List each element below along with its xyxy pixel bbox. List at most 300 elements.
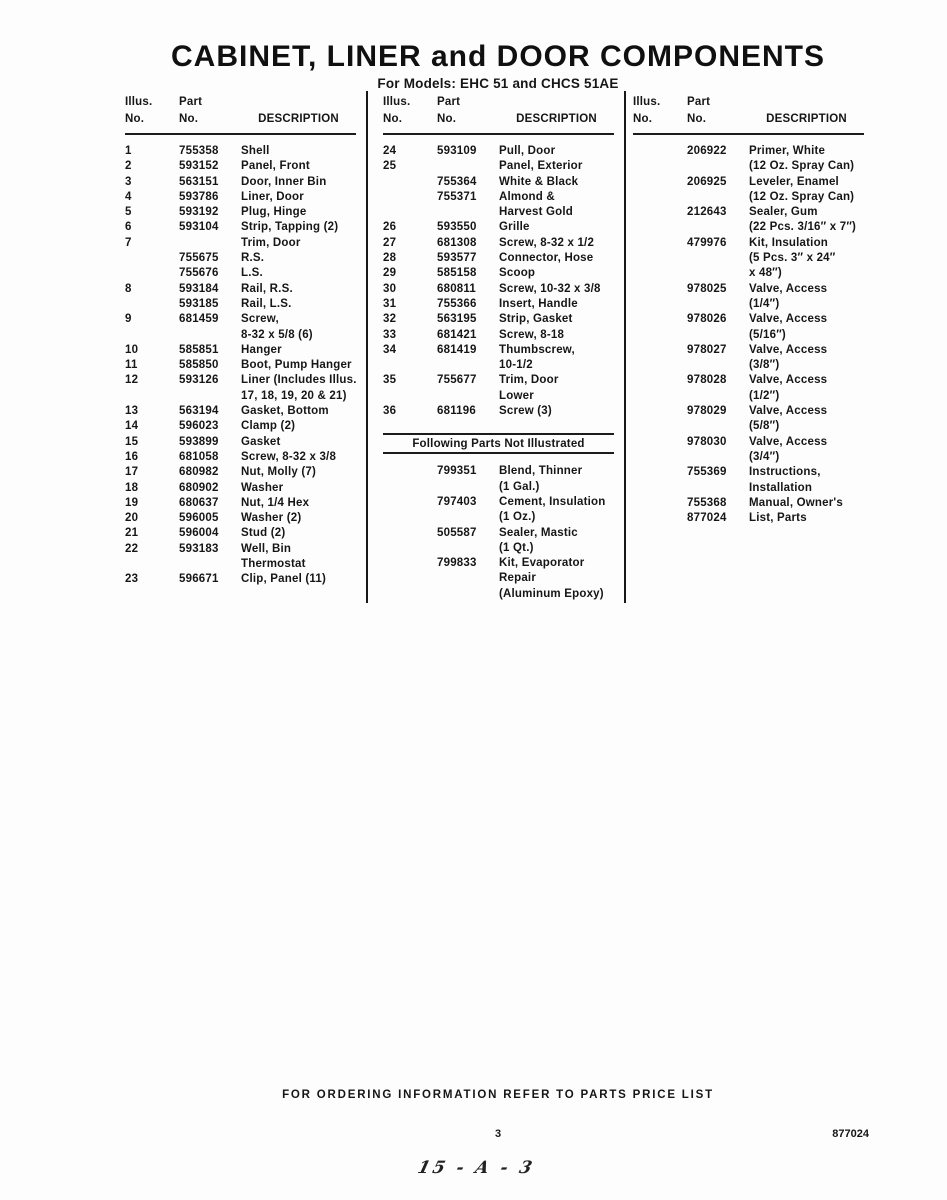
description-cell: Screw, 10-32 x 3/8 — [499, 282, 601, 295]
illus-no-cell: 12 — [125, 374, 139, 387]
illus-no-cell: 29 — [383, 267, 397, 280]
illus-no-cell — [125, 266, 179, 281]
part-no-cell — [437, 510, 499, 525]
part-no-cell: 206922 — [687, 145, 727, 157]
part-no-cell — [687, 159, 749, 174]
description-cell: Strip, Tapping (2) — [241, 221, 339, 234]
part-no-cell: 681421 — [437, 328, 477, 341]
part-no-cell: 593786 — [179, 190, 219, 203]
part-no-cell — [437, 587, 499, 602]
description-cell: Kit, Evaporator — [499, 557, 585, 570]
illus-no-cell: 28 — [383, 252, 397, 265]
description-cell: Repair — [499, 572, 536, 585]
part-no-cell: 593184 — [179, 282, 219, 295]
description-cell: Boot, Pump Hanger — [241, 359, 352, 372]
description-cell: Clamp (2) — [241, 420, 296, 433]
description-cell: (3/4″) — [749, 450, 780, 463]
description-cell: (12 Oz. Spray Can) — [749, 160, 855, 173]
illus-no-cell — [633, 159, 687, 174]
part-no-cell: 585851 — [179, 343, 219, 356]
illus-no-cell: 35 — [383, 374, 397, 387]
table-row — [125, 389, 356, 404]
description-cell: Hanger — [241, 343, 282, 356]
column-header — [633, 91, 864, 135]
part-no-cell: 593577 — [437, 252, 477, 265]
table-row — [633, 220, 864, 235]
description-cell: Screw, 8-32 x 3/8 — [241, 450, 337, 463]
doc-number: 877024 — [832, 1128, 869, 1140]
description-cell: Sealer, Mastic — [499, 526, 578, 539]
part-no-cell: 596005 — [179, 512, 219, 525]
table-row — [125, 542, 356, 557]
illus-no-cell — [383, 190, 437, 205]
table-row — [125, 450, 356, 465]
table-row — [633, 282, 864, 297]
table-row — [383, 205, 614, 220]
table-row — [383, 373, 614, 388]
illus-no-cell: 31 — [383, 297, 397, 310]
column-header — [383, 91, 614, 135]
description-cell: R.S. — [241, 252, 265, 265]
table-row — [125, 175, 356, 190]
table-row — [633, 358, 864, 373]
models-subtitle: For Models: EHC 51 and CHCS 51AE — [377, 76, 619, 91]
illus-no-cell — [383, 175, 437, 190]
ordering-note: FOR ORDERING INFORMATION REFER TO PARTS PRICE LIST — [282, 1089, 714, 1101]
illus-no-cell — [125, 251, 179, 266]
no-header-label: No. — [633, 113, 653, 125]
part-no-cell: 593104 — [179, 221, 219, 234]
illus-no-cell — [383, 556, 437, 571]
description-cell: Grille — [499, 221, 530, 234]
table-row — [383, 526, 614, 541]
not-illustrated-section-header: Following Parts Not Illustrated — [383, 433, 614, 454]
part-no-cell: 755369 — [687, 466, 727, 479]
table-row — [125, 419, 356, 434]
table-row — [125, 236, 356, 251]
illus-no-cell: 16 — [125, 450, 139, 463]
part-no-cell — [437, 480, 499, 495]
description-cell: Valve, Access — [749, 405, 828, 418]
part-no-cell: 681196 — [437, 405, 476, 418]
part-no-cell: 596671 — [179, 573, 219, 586]
part-no-cell — [687, 266, 749, 281]
part-no-cell: 755368 — [687, 496, 727, 509]
part-header-label: Part — [687, 96, 711, 108]
description-cell: Screw, — [241, 313, 279, 326]
part-no-cell: 479976 — [687, 236, 727, 249]
description-cell: (5 Pcs. 3″ x 24″ — [749, 252, 836, 265]
description-cell: (1 Oz.) — [499, 511, 536, 524]
part-no-cell: 593899 — [179, 435, 219, 448]
part-no-cell: 799833 — [437, 557, 477, 570]
parts-column-2 — [368, 91, 626, 603]
part-no-cell: 563151 — [179, 175, 219, 188]
illus-no-cell — [383, 541, 437, 556]
illus-no-cell — [383, 358, 437, 373]
description-cell: Gasket, Bottom — [241, 405, 329, 418]
table-row — [633, 511, 864, 526]
description-cell: Blend, Thinner — [499, 465, 583, 478]
description-cell: Instructions, — [749, 466, 821, 479]
table-row — [633, 404, 864, 419]
part-no-cell: 755371 — [437, 190, 477, 203]
part-no-cell — [687, 251, 749, 266]
illus-no-cell: 21 — [125, 527, 139, 540]
illus-no-cell — [633, 343, 687, 358]
part-no-cell: 755364 — [437, 175, 477, 188]
description-cell: Almond & — [499, 190, 555, 203]
description-header-label: DESCRIPTION — [516, 113, 597, 125]
part-no-cell: 563194 — [179, 405, 219, 418]
description-cell: x 48″) — [749, 267, 782, 280]
illus-no-cell — [633, 205, 687, 220]
illus-no-cell: 15 — [125, 435, 139, 448]
illus-no-cell: 24 — [383, 145, 397, 157]
part-no-cell: 593192 — [179, 206, 219, 219]
description-cell: (12 Oz. Spray Can) — [749, 190, 855, 203]
illus-no-cell: 20 — [125, 512, 139, 525]
description-cell: Nut, Molly (7) — [241, 466, 316, 479]
part-header-label: Part — [179, 96, 203, 108]
table-row — [125, 251, 356, 266]
table-row — [633, 159, 864, 174]
illus-no-cell: 7 — [125, 236, 132, 249]
description-cell: 8-32 x 5/8 (6) — [241, 328, 313, 341]
description-cell: Trim, Door — [241, 236, 301, 249]
description-cell: 17, 18, 19, 20 & 21) — [241, 389, 347, 402]
illus-no-cell — [633, 481, 687, 496]
part-no-cell: 755366 — [437, 297, 477, 310]
table-row — [383, 297, 614, 312]
table-row — [383, 328, 614, 343]
part-no-cell: 755676 — [179, 267, 219, 280]
illus-no-cell: 33 — [383, 328, 397, 341]
table-row — [633, 496, 864, 511]
table-row — [383, 159, 614, 174]
part-no-cell — [179, 557, 241, 572]
illus-header-label: Illus. — [125, 96, 153, 108]
illus-no-cell — [633, 251, 687, 266]
table-row — [125, 358, 356, 373]
part-no-cell: 212643 — [687, 206, 727, 219]
illus-no-cell — [633, 373, 687, 388]
description-cell: Thumbscrew, — [499, 343, 575, 356]
table-row — [633, 343, 864, 358]
part-no-cell — [437, 541, 499, 556]
description-cell: Gasket — [241, 435, 281, 448]
part-no-cell: 593185 — [179, 297, 219, 310]
part-no-cell: 877024 — [687, 512, 727, 525]
part-no-cell: 593109 — [437, 145, 477, 157]
table-row — [125, 312, 356, 327]
table-row — [633, 190, 864, 205]
description-cell: Leveler, Enamel — [749, 175, 839, 188]
part-no-cell: 681058 — [179, 450, 219, 463]
part-no-cell — [687, 450, 749, 465]
table-row — [383, 236, 614, 251]
part-no-cell: 596004 — [179, 527, 219, 540]
table-row — [633, 450, 864, 465]
column-header — [125, 91, 356, 135]
table-row — [383, 541, 614, 556]
illus-no-cell: 36 — [383, 405, 397, 418]
part-no-cell: 593126 — [179, 374, 219, 387]
description-cell: Clip, Panel (11) — [241, 573, 327, 586]
table-row — [383, 587, 614, 602]
description-cell: L.S. — [241, 267, 263, 280]
table-row — [125, 435, 356, 450]
part-no-cell — [687, 190, 749, 205]
table-row — [383, 495, 614, 510]
no-header-label: No. — [437, 113, 457, 125]
description-cell: Harvest Gold — [499, 206, 573, 219]
illus-no-cell: 2 — [125, 160, 132, 173]
illus-no-cell: 3 — [125, 175, 132, 188]
part-no-cell — [687, 358, 749, 373]
illus-header-label: Illus. — [633, 96, 661, 108]
description-cell: Liner (Includes Illus. — [241, 374, 357, 387]
illus-no-cell — [633, 236, 687, 251]
part-no-cell: 978025 — [687, 282, 727, 295]
table-row — [125, 328, 356, 343]
description-cell: Panel, Front — [241, 160, 310, 173]
table-row — [633, 297, 864, 312]
part-no-cell — [687, 328, 749, 343]
part-no-cell — [179, 328, 241, 343]
description-cell: Liner, Door — [241, 190, 304, 203]
description-cell: (1 Gal.) — [499, 480, 540, 493]
table-row — [125, 557, 356, 572]
description-cell: Screw, 8-32 x 1/2 — [499, 236, 595, 249]
no-header-label: No. — [687, 113, 707, 125]
table-row — [633, 251, 864, 266]
table-row — [383, 175, 614, 190]
table-row — [125, 481, 356, 496]
table-row — [125, 404, 356, 419]
illus-no-cell: 30 — [383, 282, 397, 295]
illus-no-cell: 6 — [125, 221, 132, 234]
description-cell: Trim, Door — [499, 374, 559, 387]
table-row — [633, 465, 864, 480]
table-row — [633, 419, 864, 434]
illus-no-cell — [633, 435, 687, 450]
description-cell: Valve, Access — [749, 313, 828, 326]
part-no-cell — [687, 419, 749, 434]
table-row — [383, 220, 614, 235]
table-row — [633, 312, 864, 327]
part-no-cell: 978026 — [687, 313, 727, 326]
no-header-label: No. — [179, 113, 199, 125]
description-cell: Shell — [241, 145, 270, 157]
description-cell: (5/16″) — [749, 328, 786, 341]
illus-no-cell: 4 — [125, 190, 132, 203]
description-cell: (3/8″) — [749, 359, 780, 372]
description-cell: (1/4″) — [749, 297, 780, 310]
illus-no-cell — [633, 190, 687, 205]
part-no-cell: 755675 — [179, 252, 219, 265]
description-cell: Strip, Gasket — [499, 313, 573, 326]
part-no-cell: 593183 — [179, 542, 219, 555]
illus-no-cell — [125, 389, 179, 404]
part-no-cell: 978028 — [687, 374, 727, 387]
table-row — [383, 144, 614, 159]
table-row — [125, 190, 356, 205]
description-cell: (1 Qt.) — [499, 541, 534, 554]
description-cell: Screw (3) — [499, 405, 552, 418]
illus-no-cell — [383, 389, 437, 404]
illus-no-cell: 9 — [125, 313, 132, 326]
illus-no-cell: 11 — [125, 359, 138, 372]
illus-no-cell — [633, 266, 687, 281]
illus-no-cell — [633, 282, 687, 297]
part-no-cell: 563195 — [437, 313, 477, 326]
description-cell: Cement, Insulation — [499, 495, 606, 508]
description-cell: Stud (2) — [241, 527, 286, 540]
part-no-cell: 680637 — [179, 496, 219, 509]
illus-no-cell — [633, 312, 687, 327]
parts-column-3 — [626, 91, 874, 603]
description-cell: White & Black — [499, 175, 579, 188]
illus-no-cell: 18 — [125, 481, 139, 494]
illus-no-cell — [383, 205, 437, 220]
table-row — [633, 328, 864, 343]
part-no-cell — [687, 389, 749, 404]
page-number: 3 — [494, 1128, 502, 1140]
description-cell: Kit, Insulation — [749, 236, 829, 249]
description-cell: Plug, Hinge — [241, 206, 307, 219]
description-cell: Door, Inner Bin — [241, 175, 327, 188]
part-no-cell: 978027 — [687, 343, 727, 356]
table-row — [125, 465, 356, 480]
illus-no-cell: 23 — [125, 573, 139, 586]
parts-table — [118, 91, 874, 603]
illus-no-cell: 19 — [125, 496, 139, 509]
part-no-cell: 755358 — [179, 145, 219, 157]
description-cell: Valve, Access — [749, 282, 828, 295]
table-row — [383, 389, 614, 404]
description-cell: Sealer, Gum — [749, 206, 818, 219]
description-cell: (22 Pcs. 3/16″ x 7″) — [749, 221, 857, 234]
table-row — [383, 556, 614, 571]
illus-no-cell — [633, 328, 687, 343]
part-no-cell — [437, 358, 499, 373]
table-row — [633, 175, 864, 190]
part-no-cell: 585850 — [179, 359, 219, 372]
illus-no-cell — [383, 526, 437, 541]
no-header-label: No. — [383, 113, 403, 125]
handwritten-note: 15 - A - 3 — [415, 1158, 537, 1178]
table-row — [633, 144, 864, 159]
description-cell: Panel, Exterior — [499, 160, 583, 173]
table-row — [633, 389, 864, 404]
table-row — [383, 358, 614, 373]
table-row — [125, 343, 356, 358]
illus-no-cell — [633, 496, 687, 511]
part-no-cell: 681308 — [437, 236, 477, 249]
description-header-label: DESCRIPTION — [258, 113, 339, 125]
illus-no-cell — [125, 297, 179, 312]
illus-no-cell — [633, 511, 687, 526]
illus-no-cell: 1 — [125, 145, 132, 157]
description-cell: Thermostat — [241, 558, 306, 571]
illus-no-cell: 22 — [125, 542, 139, 555]
description-cell: Scoop — [499, 267, 536, 280]
description-cell: Rail, R.S. — [241, 282, 293, 295]
table-row — [633, 236, 864, 251]
illus-no-cell — [633, 419, 687, 434]
description-cell: Pull, Door — [499, 145, 556, 157]
description-cell: 10-1/2 — [499, 359, 533, 372]
description-cell: Valve, Access — [749, 343, 828, 356]
table-row — [125, 205, 356, 220]
table-row — [125, 526, 356, 541]
illus-no-cell: 26 — [383, 221, 397, 234]
part-header-label: Part — [437, 96, 461, 108]
table-row — [633, 205, 864, 220]
illus-no-cell — [633, 465, 687, 480]
illus-no-cell — [383, 464, 437, 479]
table-row — [125, 266, 356, 281]
table-row — [125, 159, 356, 174]
part-no-cell: 797403 — [437, 495, 477, 508]
part-no-cell: 505587 — [437, 526, 477, 539]
description-cell: (5/8″) — [749, 420, 780, 433]
description-cell: Valve, Access — [749, 435, 828, 448]
illus-no-cell — [633, 220, 687, 235]
illus-no-cell — [383, 587, 437, 602]
description-cell: Installation — [749, 481, 813, 494]
part-no-cell — [437, 389, 499, 404]
illus-no-cell — [633, 175, 687, 190]
illus-no-cell: 14 — [125, 420, 139, 433]
part-no-cell: 978029 — [687, 405, 727, 418]
table-row — [633, 266, 864, 281]
description-cell: Washer (2) — [241, 512, 302, 525]
page-title: CABINET, LINER and DOOR COMPONENTS — [170, 40, 826, 73]
table-row — [383, 571, 614, 586]
description-cell: Manual, Owner's — [749, 496, 843, 509]
illus-no-cell — [383, 480, 437, 495]
table-row — [633, 373, 864, 388]
illus-no-cell: 32 — [383, 313, 397, 326]
description-cell: Insert, Handle — [499, 297, 578, 310]
table-row — [383, 282, 614, 297]
part-no-cell: 681459 — [179, 313, 219, 326]
description-cell: Lower — [499, 389, 534, 402]
illus-no-cell — [633, 297, 687, 312]
illus-no-cell — [383, 571, 437, 586]
table-row — [383, 480, 614, 495]
description-cell: (Aluminum Epoxy) — [499, 587, 604, 600]
illus-no-cell — [633, 404, 687, 419]
part-no-cell: 593152 — [179, 160, 219, 173]
part-no-cell — [437, 159, 499, 174]
illus-no-cell: 27 — [383, 236, 397, 249]
part-no-cell: 978030 — [687, 435, 727, 448]
illus-header-label: Illus. — [383, 96, 411, 108]
table-row — [383, 190, 614, 205]
illus-no-cell: 17 — [125, 466, 139, 479]
part-no-cell — [437, 205, 499, 220]
illus-no-cell: 25 — [383, 160, 397, 173]
part-no-cell: 593550 — [437, 221, 477, 234]
table-row — [383, 510, 614, 525]
part-no-cell — [687, 297, 749, 312]
table-row — [383, 266, 614, 281]
illus-no-cell — [383, 510, 437, 525]
table-row — [125, 496, 356, 511]
